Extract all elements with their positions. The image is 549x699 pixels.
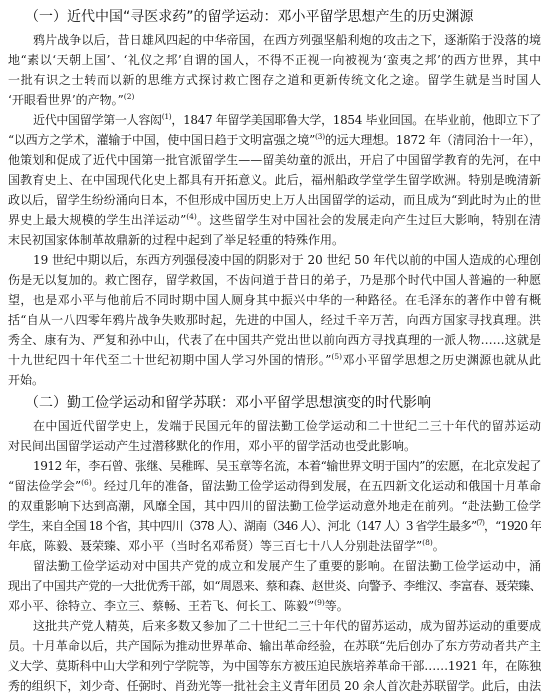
text-line [8,516,541,536]
text-segment: 十九世纪四十年代至二十世纪初期中国人学习外国的情形。” [8,353,332,367]
text-segment: 的双重影响下达到高潮，风靡全国，其中四川的留法勤工俭学运动意外地走在前列。“赴法勤工俭学 [8,499,541,513]
text-segment: 秀的组织下，刘少奇、任弼时、肖劲光等一批社会主义青年团员 20 余人首次赴苏联留学。此后，由法 [8,679,541,693]
text-line [8,70,541,90]
footnote-marker: (4) [186,212,197,221]
section-2 [8,390,541,696]
text-segment: 国教育史上、在中国现代化史上都具有开拓意义。此后，福州船政学堂学生留学欧洲。特别是晚清新 [8,173,541,187]
text-line [8,230,541,250]
text-segment: 学生，来自全国 18 个省，其中四川（378 人）、湖南（346 人）、河北（147 人）3 省学生最多” [8,519,477,533]
text-line [8,616,541,636]
text-line [8,290,541,310]
text-segment: 对民间出国留学运动产生过潜移默化的作用，邓小平的留学活动也受此影响。 [8,439,417,453]
text-segment: 。经过几年的准备，留法勤工俭学运动得到发展，在五四新文化运动和俄国十月革命 [91,479,541,493]
text-segment: ，1847 年留学美国耶鲁大学，1854 毕业回国。在毕业前，他即立下了 [171,113,541,127]
text-line [8,110,541,130]
text-segment: 等。 [324,599,349,613]
text-segment: 在中国近代留学史上，发端于民国元年的留法勤工俭学运动和二十世纪二三十年代的留苏运动 [33,419,541,433]
text-line [8,90,541,110]
paragraph [8,110,541,250]
text-line [8,270,541,290]
text-segment: ‘开眼看世界’的产物。” [8,93,124,107]
text-segment: 邓小平、徐特立、李立三、蔡畅、王若飞、何长工、陈毅” [8,599,315,613]
text-line [8,556,541,576]
text-segment: 。这些留学生对中国社会的发展走向产生过巨大影响，特别在清 [196,213,541,227]
text-line [8,210,541,230]
text-segment: “留法俭学会” [8,479,82,493]
text-segment: 近代中国留学第一人容闳 [33,113,162,127]
text-segment: 开始。 [8,373,45,387]
paragraph [8,416,541,456]
text-line [8,250,541,270]
text-segment: 义大学、莫斯科中山大学和列宁学院等，为中国等东方被压迫民族培养革命干部……1921 年，在陈独 [8,659,541,673]
text-segment: 现出了中国共产党的一大批优秀干部，如“周恩来、蔡和森、赵世炎、向警予、李维汉、李富春、聂荣臻、 [8,579,541,593]
footnote-marker: (9) [314,598,325,607]
paragraph [8,616,541,696]
text-segment: 伤是无以复加的。救亡图存，留学救国，不齿问道于昔日的弟子，乃是那个时代中国人普遍的一种愿 [8,273,541,287]
footnote-marker: (8) [422,538,433,547]
footnote-marker: (5) [331,352,343,361]
text-line [8,676,541,696]
paragraph [8,556,541,616]
text-line [8,436,541,456]
text-line [8,636,541,656]
text-segment: 末民初国家体制革故鼎新的过程中起到了举足轻重的特殊作用。 [8,233,345,247]
text-segment: 1912 年，李石曾、张继、吴稚晖、吴玉章等名流，本着“输世界文明于国内”的宏愿，在北京发起了 [33,459,541,473]
text-segment: 界史上最大规模的学生出洋运动” [8,213,187,227]
text-segment: 的远大理想。1872 年（清同治十一年）， [324,133,541,147]
text-segment: 秀全、康有为、严复和孙中山，代表了在中国共产党出世以前向西方寻找真理的一派人物……这就是 [8,333,541,347]
section-1 [8,4,541,390]
paragraph [8,30,541,110]
text-segment: 鸦片战争以后，昔日雄风四起的中华帝国，在西方列强坚船利炮的攻击之下，逐渐陷于没落的境 [33,33,541,47]
text-segment: 员。十月革命以后，共产国际为推动世界革命、输出革命经验，在苏联“先后创办了东方劳动者共产主 [8,639,541,653]
paragraph [8,250,541,390]
text-segment: 19 世纪中期以后，东西方列强侵凌中国的阴影对于 20 世纪 50 年代以前的中国人造成的心理创 [33,253,541,267]
text-line [8,30,541,50]
footnote-marker: (1) [161,112,172,121]
text-line [8,656,541,676]
text-line [8,576,541,596]
text-segment: 。 [432,539,445,553]
text-line [8,350,541,370]
text-segment: 这批共产党人精英，后来多数又参加了二十世纪二三十年代的留苏运动，成为留苏运动的重要成 [33,619,541,633]
text-line [8,456,541,476]
text-line [8,416,541,436]
text-segment: 括“自从一八四零年鸦片战争失败那时起，先进的中国人，经过千辛万苦，向西方国家寻找真理。洪 [8,313,541,327]
text-line [8,370,541,390]
footnote-marker: (2) [123,92,135,101]
text-line [8,310,541,330]
paragraph [8,456,541,556]
text-line [8,476,541,496]
text-segment: 留法勤工俭学运动对中国共产党的成立和发展产生了重要的影响。在留法勤工俭学运动中，涌 [33,559,541,573]
text-line [8,596,541,616]
text-segment: 政以后，留学生纷纷涌向日本，不但形成中国历史上万人出国留学的运动，而且成为“到此时为止的世 [8,193,541,207]
text-line [8,170,541,190]
footnote-marker: (7) [476,518,484,527]
footnote-marker: (3) [314,132,325,141]
text-segment: 地“素以‘天朝上国’、‘礼仪之邦’自谓的国人，不得不正视一向被视为‘蛮夷之邦’的西方世界，其中 [8,53,541,67]
text-segment: “以西方之学术，灌输于中国，使中国日趋于文明富强之境” [8,133,315,147]
text-line [8,50,541,70]
text-segment: 一批有识之士转而以新的思维方式探讨救亡图存之道和更新传统文化之途。留学生就是当时国人 [8,73,541,87]
text-segment: 邓小平留学思想之历史渊源也就从此 [342,353,541,367]
footnote-marker: (6) [81,478,92,487]
section-heading: （二）勤工俭学运动和留学苏联：邓小平留学思想演变的时代影响 [25,395,431,411]
text-segment: 他策划和促成了近代中国第一批官派留学生——留美幼童的派出，开启了中国留学教育的先河，在中 [8,153,541,167]
section-heading: （一）近代中国“寻医求药”的留学运动：邓小平留学思想产生的历史渊源 [25,9,474,25]
text-segment: 年底，陈毅、聂荣臻、邓小平（当时名邓希贤）等三百七十八人分别赴法留学” [8,539,423,553]
text-line [8,536,541,556]
text-line [8,496,541,516]
text-segment: ，“1920 年 [483,519,541,533]
text-line [8,150,541,170]
text-line [8,330,541,350]
text-line [8,130,541,150]
text-line [8,190,541,210]
text-segment: 望，也是邓小平与他前后不同时期中国人厕身其中振兴中华的一种路径。在毛泽东的著作中曾有概 [8,293,541,307]
